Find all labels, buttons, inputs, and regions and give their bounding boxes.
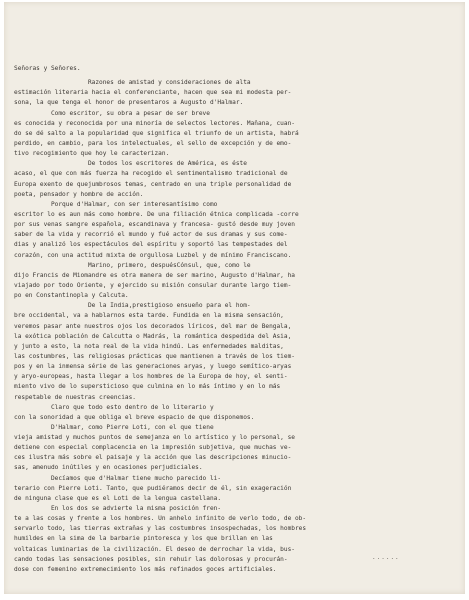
text-line: viajado por todo Oriente, y ejercido su misión consular durante largo tiem- — [14, 281, 292, 289]
text-line: miento vivo de lo supersticioso que culmina en lo más íntimo y en lo más — [14, 383, 281, 391]
text-line: De la India,prestigioso ensueño para el hom- — [14, 302, 251, 310]
text-line: cando todas las sensaciones posibles, sin rehuir las dolorosas y procurán- — [14, 555, 288, 563]
typewritten-text-block — [14, 64, 460, 575]
text-line: po en Constantinopla y Calcuta. — [14, 292, 129, 300]
text-line: te a las cosas y frente a los hombres. Un anhelo infinito de verlo todo, de ob- — [14, 515, 307, 523]
text-line: con la sonoridad a que obliga el breve espacio de que disponemos. — [14, 413, 255, 421]
text-line: y junto a esto, la nota real de la vida hindú. Las enfermedades malditas, — [14, 342, 284, 350]
text-line: De todos los escritores de América, es éste — [14, 160, 247, 168]
text-line: Marino, primero, despuésCónsul, que, como le — [14, 261, 251, 269]
text-line: las costumbres, las religiosas prácticas que mantienen a través de los tiem- — [14, 352, 295, 360]
text-line: bre occidental, va a hablarnos esta tarde. Fundida en la misma sensación, — [14, 312, 284, 320]
text-line: veremos pasar ante nuestros ojos los decorados líricos, del mar de Bengala, — [14, 322, 292, 330]
text-line: En los dos se advierte la misma posición fren- — [14, 505, 222, 513]
text-line: es conocida y reconocida por una minoría de selectos lectores. Mañana, cuan- — [14, 119, 295, 127]
text-line: detiene con especial complacencia en la impresión subjetiva, que muchas ve- — [14, 444, 292, 452]
text-line: voltaicas luminarias de la civilización. El deseo de derrochar la vida, bus- — [14, 545, 295, 553]
text-line: sas, amenudo inútiles y en ocasiones perjudiciales. — [14, 464, 203, 472]
text-line: Como escritor, su obra a pesar de ser breve — [14, 109, 210, 117]
text-line: D'Halmar, como Pierre Loti, con el que tiene — [14, 423, 214, 431]
text-line: corazón, con una actitud mixta de orgullosa Luzbel y de mínimo Franciscano. — [14, 251, 292, 259]
text-line: poeta, pensador y hombre de acción. — [14, 190, 144, 198]
text-line: tivo recogimiento que hoy le caracterizan. — [14, 150, 170, 158]
salutation-line: Señoras y Señores. — [14, 65, 81, 72]
text-line: Razones de amistad y consideraciones de alta — [14, 79, 251, 87]
text-line: dose con femenino extremecimiento los más refinados goces artificiales. — [14, 565, 277, 573]
text-line: vieja amistad y muchos puntos de semejanza en lo artístico y lo personal, se — [14, 434, 295, 442]
text-line: acaso, el que con más fuerza ha recogido el sentimentalismo tradicional de — [14, 170, 288, 178]
text-line: ces ilustra más sobre el paisaje y la acción que las descripciones minucio- — [14, 454, 292, 462]
text-line: la exótica población de Calcutta o Madrás, la romántica despedida del Asia, — [14, 332, 292, 340]
text-line: pos y en la inmensa série de las generaciones aryas, y luego semítico-aryas — [14, 363, 292, 371]
text-line: Europa exento de quejumbrosos temas, centrado en una triple personalidad de — [14, 180, 292, 188]
text-line: por sus venas sangre española, escandinava y francesa- gustó desde muy joven — [14, 221, 295, 229]
text-line: terario con Pierre Loti. Tanto, que pudiéramos decir de él, sin exageración — [14, 484, 292, 492]
text-line: Porque d'Halmar, con ser interesantísimo como — [14, 200, 218, 208]
text-line: do se dé salto a la popularidad que significa el triunfo de un artista, habrá — [14, 129, 299, 137]
text-line: escritor lo es aun más como hombre. De una filiación étnica complicada -corre — [14, 210, 299, 218]
text-line: dias y analizó los espectáculos del espíritu y soportó las tempestades del — [14, 241, 288, 249]
text-line: de ninguna clase que es el Loti de la lengua castellana. — [14, 494, 222, 502]
text-line: dijo Francis de Miomandre es otra manera de ser marino, Augusto d'Halmar, ha — [14, 271, 295, 279]
text-line: perdido, en cambio, para los intelectuales, el sello de excepción y de emo- — [14, 139, 292, 147]
text-line: servarlo todo, las tierras extrañas y las costumbres insospechadas, los hombres — [14, 525, 307, 533]
text-line: saber de la vida y recorrió el mundo y fué actor de sus dramas y sus come- — [14, 231, 288, 239]
text-line: estimación literaria hacia el conferenciante, hacen que sea mi modesta per- — [14, 89, 292, 97]
text-line: humildes en la sima de la barbarie pintoresca y los que brillan en las — [14, 535, 273, 543]
text-line: respetable de nuestras creencias. — [14, 393, 137, 401]
text-line: Decíamos que d'Halmar tiene mucho parecido li- — [14, 474, 222, 482]
text-line: Claro que todo esto dentro de lo literario y — [14, 403, 214, 411]
typed-manuscript-page — [4, 2, 465, 594]
end-mark: ...... — [372, 554, 400, 561]
text-line: y aryo-europeas, hasta llegar a los hombres de la Europa de hoy, el senti- — [14, 373, 288, 381]
text-line: sona, la que tenga el honor de presentaros a Augusto d'Halmar. — [14, 99, 244, 107]
